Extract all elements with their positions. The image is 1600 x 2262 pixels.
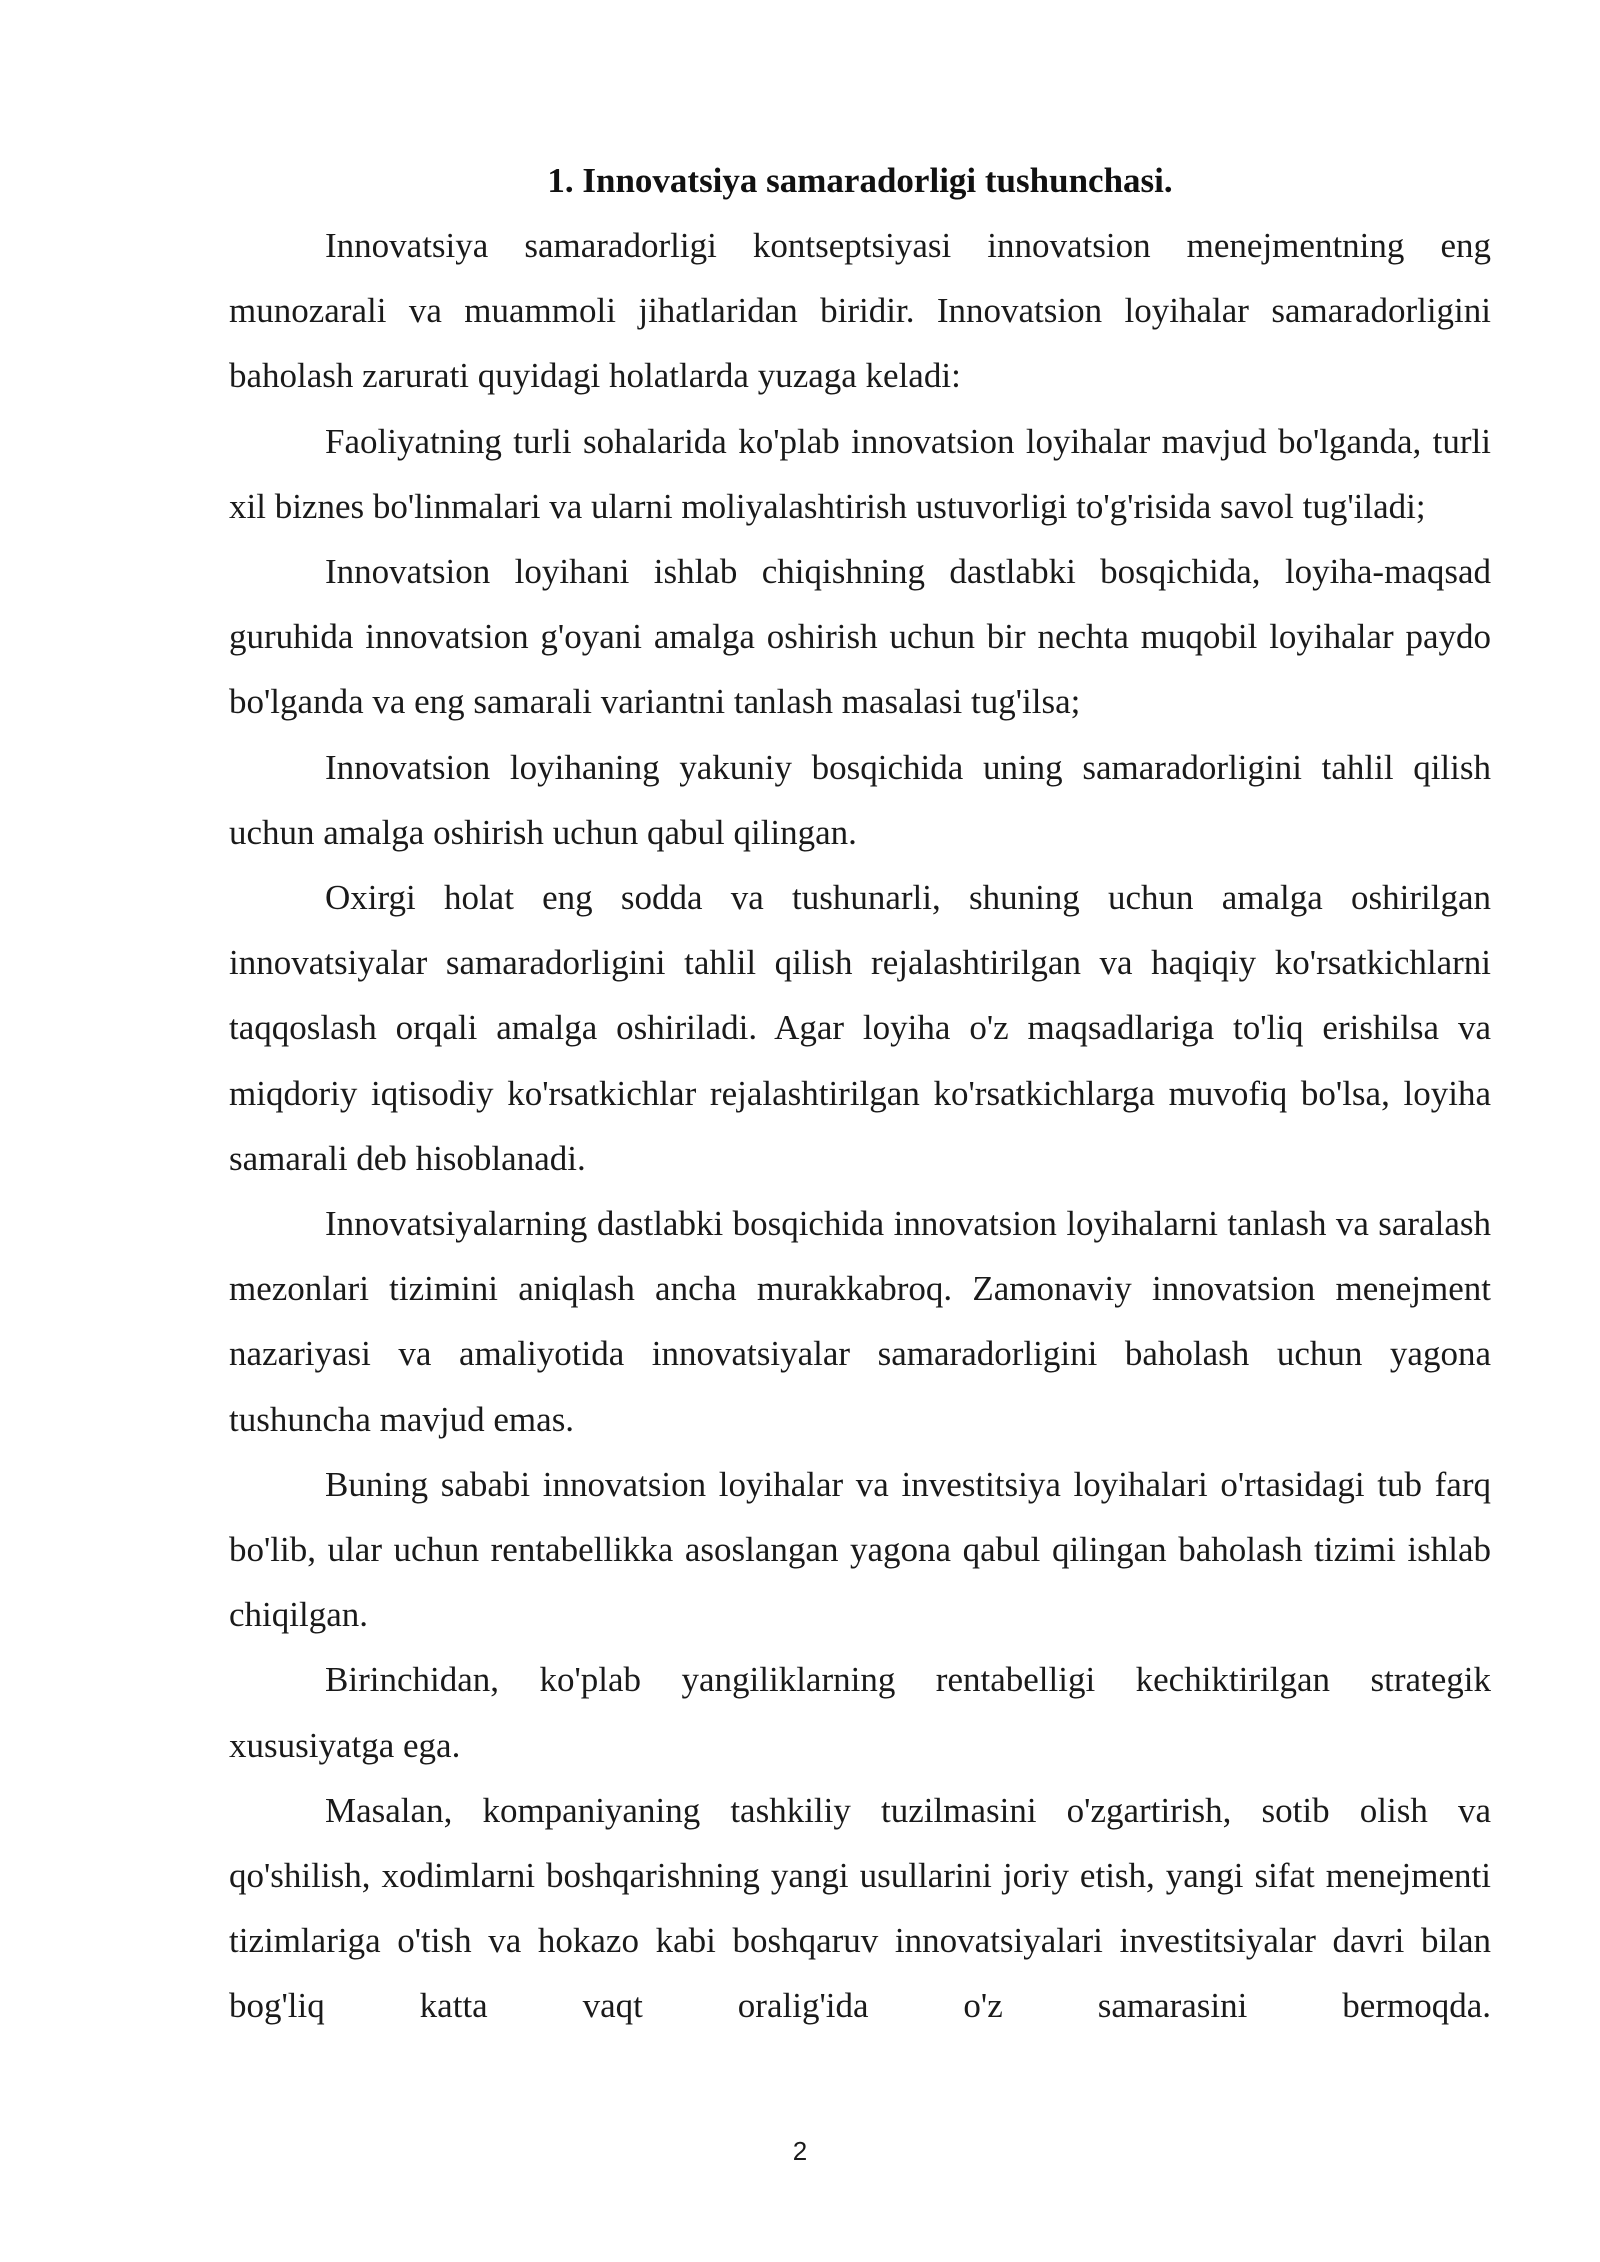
paragraph-case-final-stage: Innovatsion loyihaning yakuniy bosqichida uning samaradorligini tahlil qilish uchun amalga oshirish uchun qabul qilingan. xyxy=(229,747,1491,852)
paragraph-early-stage-criteria: Innovatsiyalarning dastlabki bosqichida innovatsion loyihalarni tanlash va saralash mezonlari tizimini aniqlash ancha murakkabroq. Zamonaviy innovatsion menejment nazariyasi va amaliyotida innovatsiyalar samaradorligini baholash uchun yagona tushuncha mavjud emas. xyxy=(229,1204,1491,1439)
paragraph-last-case: Oxirgi holat eng sodda va tushunarli, shuning uchun amalga oshirilgan innovatsiyalar samaradorligini tahlil qilish rejalashtirilgan va haqiqiy ko'rsatkichlarni taqqoslash orqali amalga oshiriladi. Agar loyiha o'z maqsadlariga to'liq erishilsa va miqdoriy iqtisodiy ko'rsatkichlar rejalashtirilgan ko'rsatkichlarga muvofiq bo'lsa, loyiha samarali deb hisoblanadi. xyxy=(229,878,1491,1178)
section-heading: 1. Innovatsiya samaradorligi tushunchasi. xyxy=(547,161,1173,200)
page-content xyxy=(229,148,1491,2039)
paragraph-example: Masalan, kompaniyaning tashkiliy tuzilmasini o'zgartirish, sotib olish va qo'shilish, xodimlarni boshqarishning yangi usullarini joriy etish, yangi sifat menejmenti tizimlariga o'tish va hokazo kabi boshqaruv innovatsiyalari investitsiyalar davri bilan bog'liq katta vaqt oralig'ida o'z samarasini bermoqda. xyxy=(229,1790,1491,2026)
paragraph-reason: Buning sababi innovatsion loyihalar va investitsiya loyihalari o'rtasidagi tub farq bo'lib, ular uchun rentabellikka asoslangan yagona qabul qilingan baholash tizimi ishlab chiqilgan. xyxy=(229,1464,1491,1635)
paragraph-intro: Innovatsiya samaradorligi kontseptsiyasi innovatsion menejmentning eng munozarali va muammoli jihatlaridan biridir. Innovatsion loyihalar samaradorligini baholash zarurati quyidagi holatlarda yuzaga keladi: xyxy=(229,226,1491,396)
page-number: 2 xyxy=(792,2136,808,2166)
paragraph-case-multiple-projects: Faoliyatning turli sohalarida ko'plab innovatsion loyihalar mavjud bo'lganda, turli xil biznes bo'linmalari va ularni moliyalashtirish ustuvorligi to'g'risida savol tug'iladi; xyxy=(229,421,1491,526)
paragraph-firstly: Birinchidan, ko'plab yangiliklarning rentabelligi kechiktirilgan strategik xususiyatga ega. xyxy=(229,1660,1491,1765)
paragraph-case-early-stage: Innovatsion loyihani ishlab chiqishning dastlabki bosqichida, loyiha-maqsad guruhida innovatsion g'oyani amalga oshirish uchun bir nechta muqobil loyihalar paydo bo'lganda va eng samarali variantni tanlash masalasi tug'ilsa; xyxy=(229,552,1491,722)
